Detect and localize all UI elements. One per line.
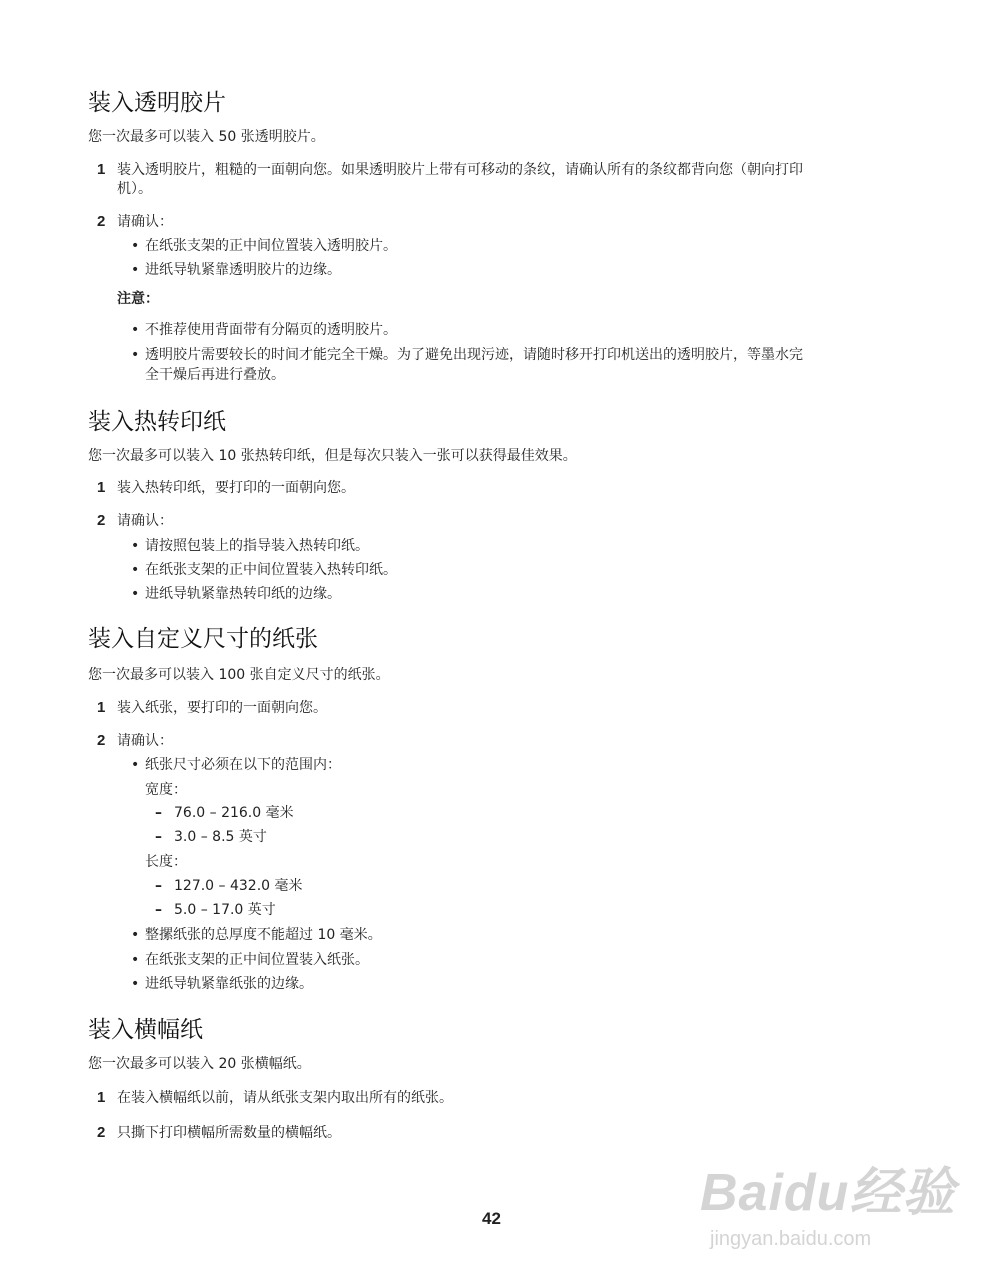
dash-icon: – (155, 878, 162, 894)
section-intro: 您一次最多可以装入 100 张自定义尺寸的纸张。 (88, 667, 390, 683)
step-number: 2 (97, 213, 106, 230)
bullet-icon: • (131, 757, 140, 773)
bullet-text: 在纸张支架的正中间位置装入透明胶片。 (145, 238, 397, 254)
section-title: 装入横幅纸 (88, 1017, 203, 1043)
step-number: 1 (97, 1089, 106, 1106)
bullet-icon: • (131, 952, 140, 968)
bullet-text: 进纸导轨紧靠透明胶片的边缘。 (145, 262, 341, 278)
bullet-icon: • (131, 347, 140, 363)
step-text: 机）。 (117, 181, 152, 197)
bullet-icon: • (131, 976, 140, 992)
range-text: 5.0 – 17.0 英寸 (174, 902, 276, 918)
bullet-text: 整摞纸张的总厚度不能超过 10 毫米。 (145, 927, 382, 943)
bullet-text: 在纸张支架的正中间位置装入热转印纸。 (145, 562, 397, 578)
step-text: 只撕下打印横幅所需数量的横幅纸。 (117, 1125, 341, 1141)
step-text: 请确认： (117, 513, 173, 529)
step-text: 在装入横幅纸以前，请从纸张支架内取出所有的纸张。 (117, 1090, 453, 1106)
section-title: 装入热转印纸 (88, 409, 226, 435)
step-number: 1 (97, 699, 106, 716)
watermark-logo: Baidu经验 (700, 1164, 956, 1222)
bullet-text: 在纸张支架的正中间位置装入纸张。 (145, 952, 369, 968)
step-number: 1 (97, 161, 106, 178)
bullet-text: 透明胶片需要较长的时间才能完全干燥。为了避免出现污迹，请随时移开打印机送出的透明胶片，等墨水完 (145, 347, 803, 363)
step-number: 2 (97, 732, 106, 749)
bullet-icon: • (131, 262, 140, 278)
section-title: 装入透明胶片 (88, 90, 226, 116)
step-text: 请确认： (117, 733, 173, 749)
dash-icon: – (155, 902, 162, 918)
range-text: 127.0 – 432.0 毫米 (174, 878, 303, 894)
bullet-text: 全干燥后再进行叠放。 (145, 367, 285, 383)
step-text: 装入纸张，要打印的一面朝向您。 (117, 700, 327, 716)
range-label: 长度： (145, 854, 187, 870)
step-text: 装入透明胶片，粗糙的一面朝向您。如果透明胶片上带有可移动的条纹，请确认所有的条纹都背向您（朝向打印 (117, 162, 803, 178)
step-number: 2 (97, 1124, 106, 1141)
bullet-icon: • (131, 238, 140, 254)
section-title: 装入自定义尺寸的纸张 (88, 626, 318, 652)
step-text: 请确认： (117, 214, 173, 230)
bullet-icon: • (131, 586, 140, 602)
bullet-text: 请按照包装上的指导装入热转印纸。 (145, 538, 369, 554)
bullet-text: 进纸导轨紧靠纸张的边缘。 (145, 976, 313, 992)
note-label: 注意： (117, 291, 159, 307)
bullet-text: 进纸导轨紧靠热转印纸的边缘。 (145, 586, 341, 602)
range-text: 76.0 – 216.0 毫米 (174, 805, 294, 821)
step-text: 装入热转印纸，要打印的一面朝向您。 (117, 480, 355, 496)
page-number: 42 (482, 1209, 501, 1228)
section-intro: 您一次最多可以装入 20 张横幅纸。 (88, 1056, 311, 1072)
dash-icon: – (155, 805, 162, 821)
bullet-icon: • (131, 538, 140, 554)
bullet-text: 不推荐使用背面带有分隔页的透明胶片。 (145, 322, 397, 338)
watermark-url: jingyan.baidu.com (710, 1228, 872, 1250)
range-text: 3.0 – 8.5 英寸 (174, 829, 267, 845)
section-intro: 您一次最多可以装入 10 张热转印纸，但是每次只装入一张可以获得最佳效果。 (88, 448, 577, 464)
range-label: 宽度： (145, 782, 187, 798)
section-intro: 您一次最多可以装入 50 张透明胶片。 (88, 129, 325, 145)
step-number: 1 (97, 479, 106, 496)
bullet-text: 纸张尺寸必须在以下的范围内： (145, 757, 341, 773)
baidu-watermark (700, 1140, 980, 1270)
step-number: 2 (97, 512, 106, 529)
bullet-icon: • (131, 322, 140, 338)
dash-icon: – (155, 829, 162, 845)
bullet-icon: • (131, 927, 140, 943)
bullet-icon: • (131, 562, 140, 578)
